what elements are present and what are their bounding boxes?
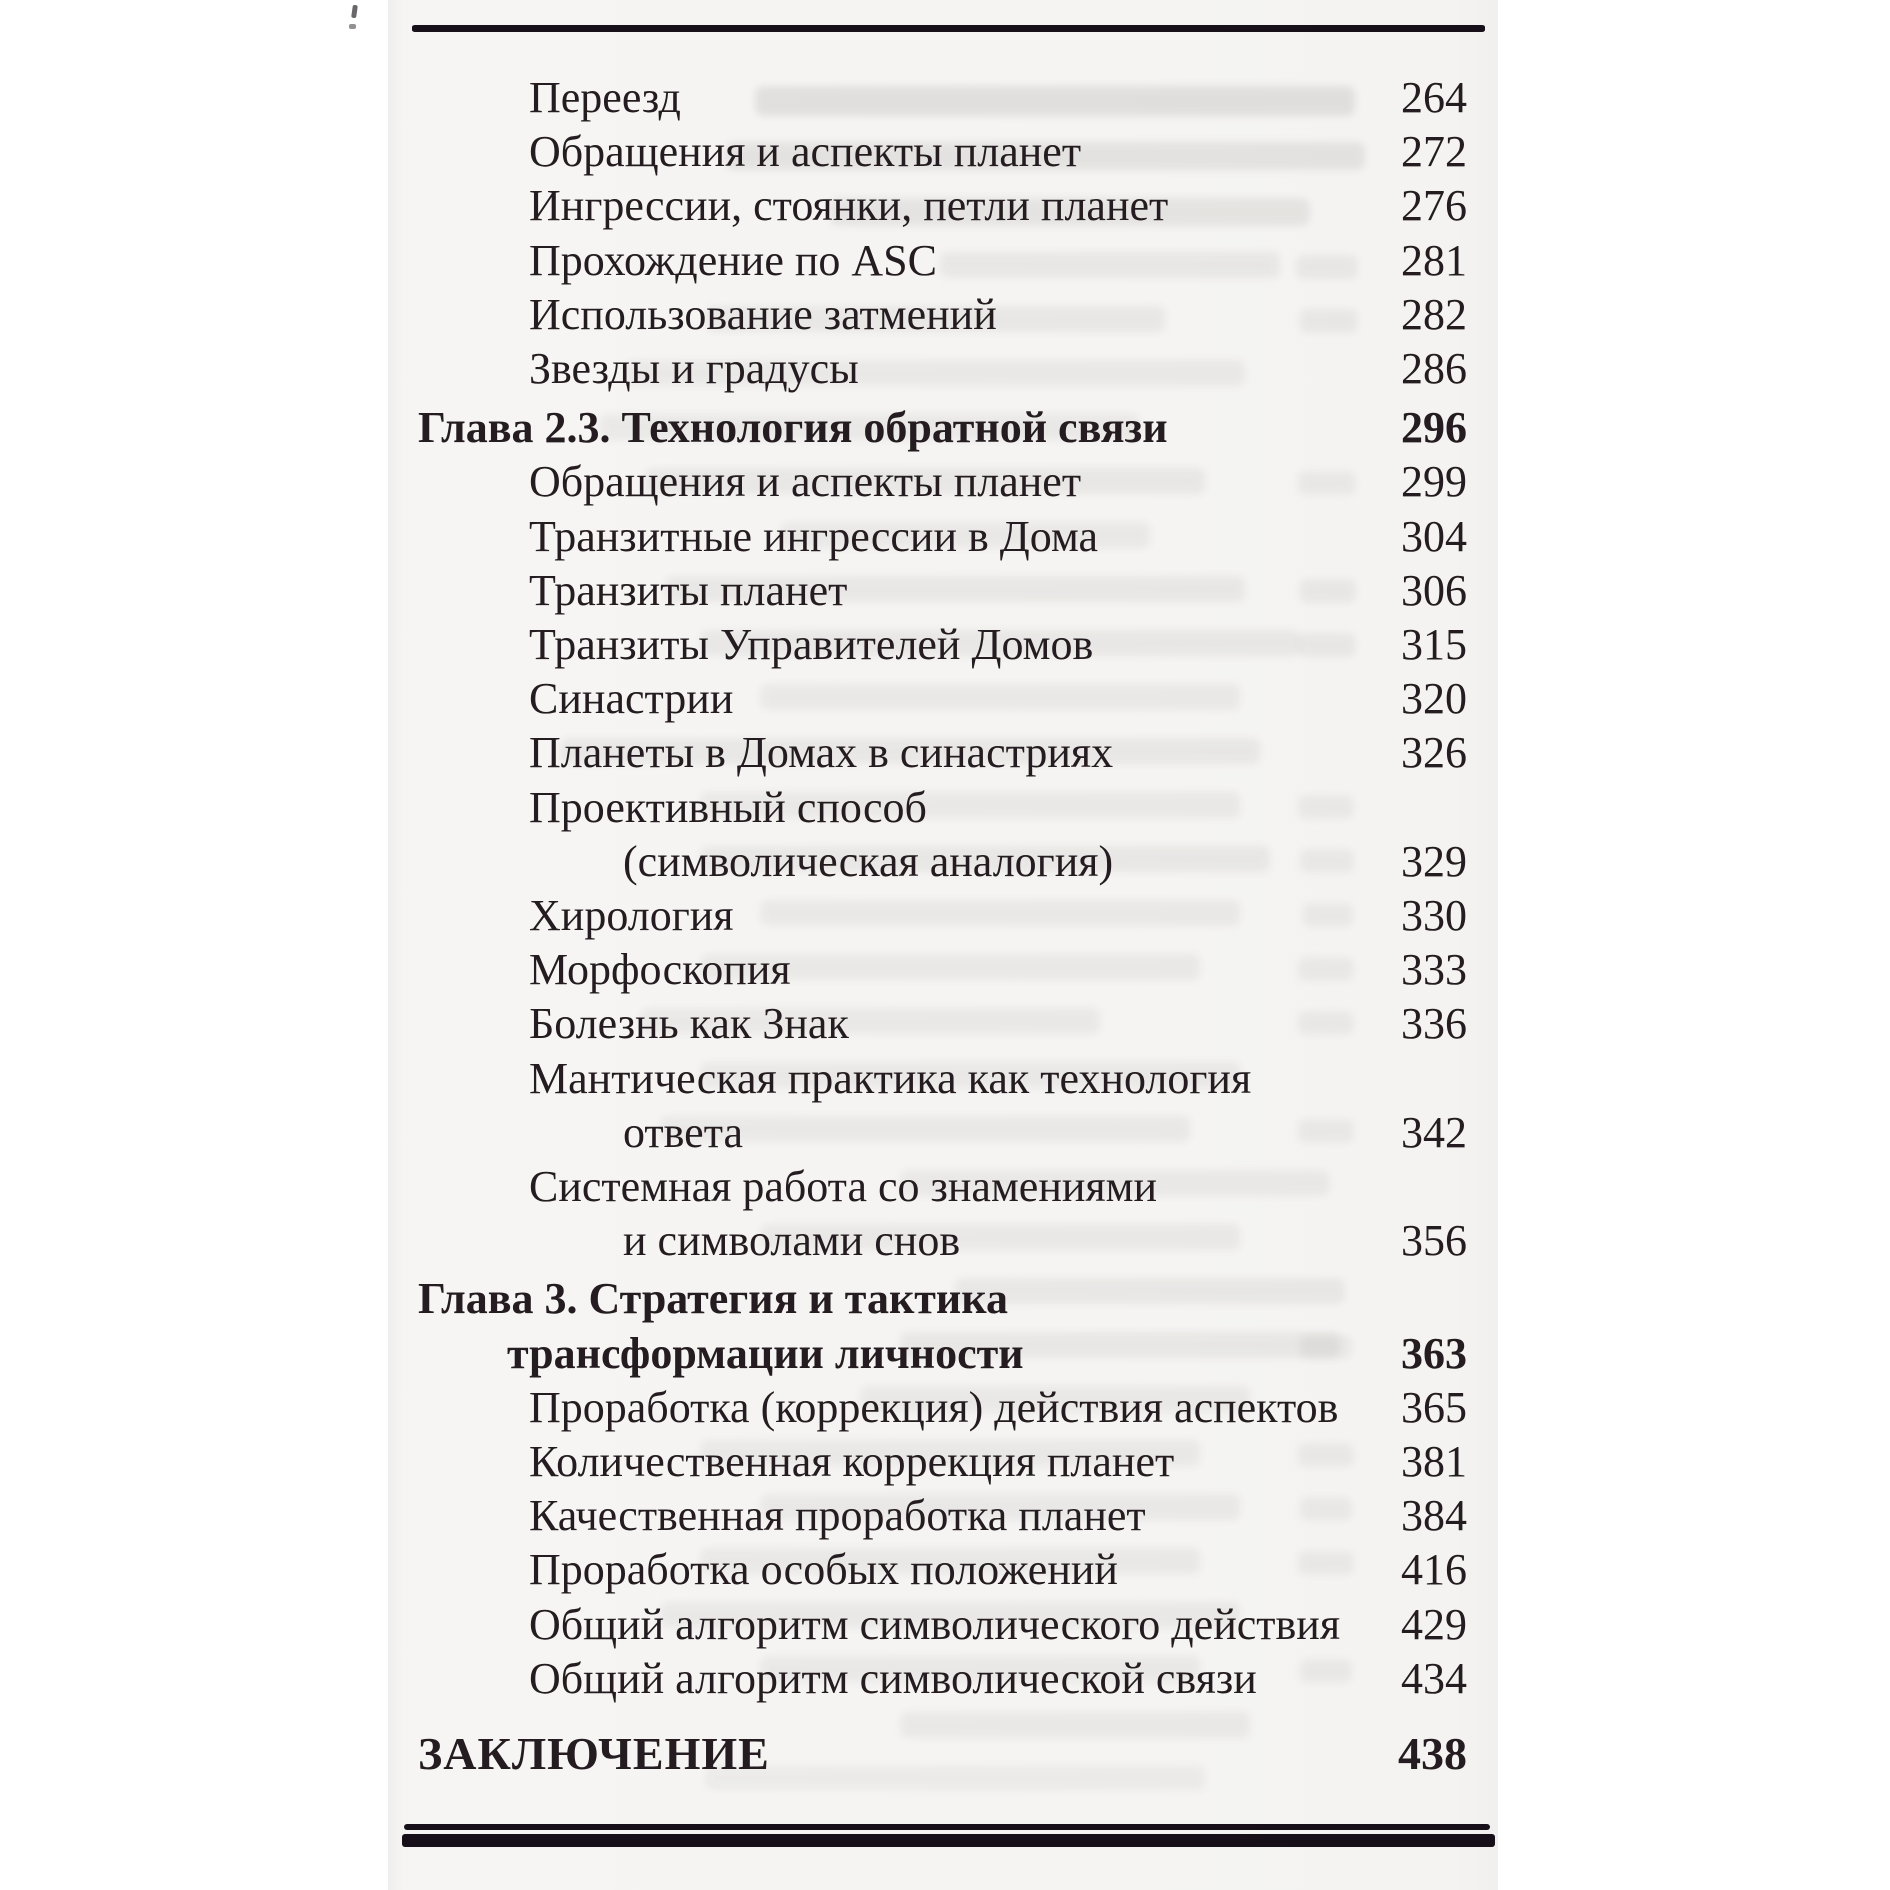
toc-entry-title: ответа [623,1107,743,1157]
toc-entry [418,889,1467,943]
toc-entry [418,1727,1467,1781]
toc-entry [418,125,1467,179]
toc-entry-title: Глава 3. Стратегия и тактика [418,1274,1008,1324]
toc-entry [418,618,1467,672]
toc-entry-title: Качественная проработка планет [529,1491,1146,1541]
toc-entry [418,1272,1467,1380]
toc-entry-title: Транзитные ингрессии в Дома [529,511,1099,561]
toc-page-number: 330 [1401,891,1467,941]
toc-entry-title: Мантическая практика как технология [529,1053,1252,1103]
toc-entry-title: ЗАКЛЮЧЕНИЕ [418,1728,770,1780]
toc-entry-title: Звезды и градусы [529,344,859,394]
toc-entry-title: Системная работа со знамениями [529,1162,1158,1212]
toc-page-number: 356 [1401,1216,1467,1266]
toc-entry-title: Проработка (коррекция) действия аспектов [529,1382,1339,1432]
toc-entry [418,781,1467,889]
scan-speck [349,24,356,29]
scan-speck [351,5,358,19]
bottom-border-rule-thin [404,1824,1490,1830]
toc [418,71,1467,1781]
toc-entry-title: Использование затмений [529,289,997,339]
toc-page-number: 329 [1401,836,1467,886]
toc-entry [418,1052,1467,1160]
toc-page-number: 342 [1401,1107,1467,1157]
toc-entry [418,1543,1467,1597]
toc-entry-title: трансформации личности [507,1328,1024,1378]
toc-entry [418,179,1467,233]
toc-entry [418,455,1467,509]
toc-entry [418,1652,1467,1706]
toc-page-number: 315 [1401,620,1467,670]
toc-entry-title: Ингрессии, стоянки, петли планет [529,181,1169,231]
toc-entry [418,1489,1467,1543]
toc-entry [418,1435,1467,1489]
toc-entry-title: Общий алгоритм символической связи [529,1653,1257,1703]
toc-entry-title: Общий алгоритм символического действия [529,1599,1341,1649]
toc-page-number: 384 [1401,1491,1467,1541]
toc-entry-title: Синастрии [529,674,734,724]
toc-entry-title: Морфоскопия [529,945,791,995]
toc-page-number: 276 [1401,181,1467,231]
toc-entry-title: Обращения и аспекты планет [529,127,1082,177]
toc-entry-title: Глава 2.3. Технология обратной связи [418,403,1168,453]
toc-page-number: 363 [1401,1328,1467,1378]
toc-entry-title: (символическая аналогия) [623,836,1114,886]
toc-entry-title: Транзиты планет [529,565,848,615]
toc-page-number: 333 [1401,945,1467,995]
toc-page-number: 438 [1398,1728,1467,1780]
toc-entry [418,1160,1467,1268]
toc-page-number: 326 [1401,728,1467,778]
toc-page-number: 306 [1401,565,1467,615]
toc-entry-title: Количественная коррекция планет [529,1437,1175,1487]
toc-page-number: 381 [1401,1437,1467,1487]
toc-entry-title: и символами снов [623,1216,961,1266]
toc-page-number: 320 [1401,674,1467,724]
toc-page-number: 429 [1401,1599,1467,1649]
toc-entry-title: Переезд [529,73,681,122]
toc-page-number: 272 [1401,127,1467,177]
toc-entry-title: Планеты в Домах в синастриях [529,728,1114,778]
toc-entry [418,401,1467,455]
toc-page-number: 281 [1401,235,1467,285]
toc-entry [418,71,1467,125]
toc-entry [418,342,1467,396]
toc-entry [418,564,1467,618]
toc-page-number: 336 [1401,999,1467,1049]
toc-entry [418,943,1467,997]
toc-entry-title: Проективный способ [529,782,927,832]
toc-entry-title: Транзиты Управителей Домов [529,620,1094,670]
toc-page-number: 264 [1401,73,1467,122]
toc-entry-title: Обращения и аспекты планет [529,457,1082,507]
toc-page-number: 365 [1401,1382,1467,1432]
toc-page-number: 296 [1401,403,1467,453]
toc-entry [418,288,1467,342]
toc-entry-title: Болезнь как Знак [529,999,849,1049]
toc-page-number: 416 [1401,1545,1467,1595]
toc-entry [418,997,1467,1051]
top-border-rule [412,25,1485,32]
toc-entry-title: Прохождение по ASC [529,235,937,285]
toc-entry [418,726,1467,780]
toc-entry-title: Хирология [529,891,734,941]
toc-page-number: 282 [1401,289,1467,339]
toc-page-number: 304 [1401,511,1467,561]
toc-entry [418,510,1467,564]
bottom-border-rule-thick [402,1834,1495,1847]
toc-entry [418,1598,1467,1652]
toc-entry-title: Проработка особых положений [529,1545,1118,1595]
toc-entry [418,672,1467,726]
toc-entry [418,1381,1467,1435]
toc-page-number: 286 [1401,344,1467,394]
toc-page-number: 299 [1401,457,1467,507]
toc-entry [418,234,1467,288]
toc-page-number: 434 [1401,1653,1467,1703]
